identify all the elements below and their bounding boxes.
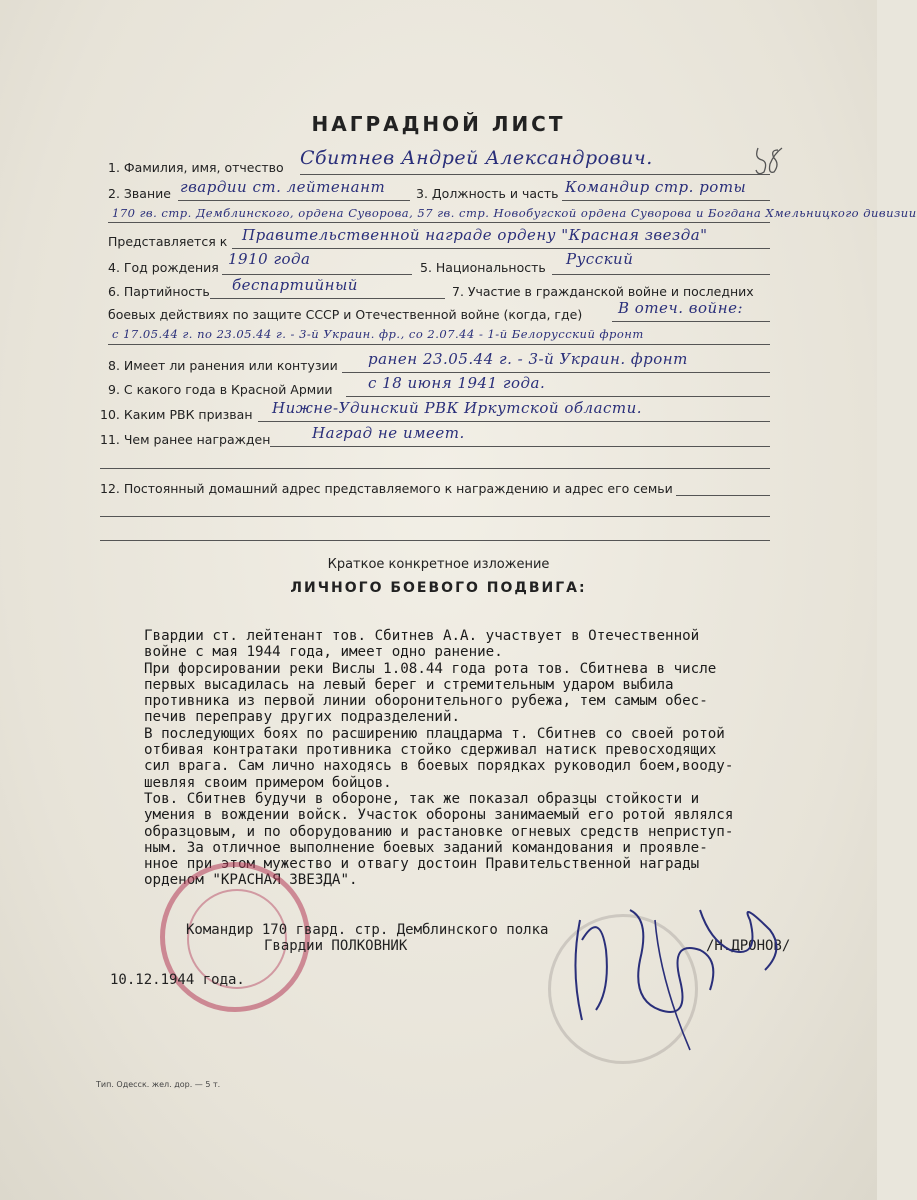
feat-line: сил врага. Сам лично находясь в боевых порядках руководил боем,вооду- [144, 758, 734, 775]
feat-line: орденом "КРАСНАЯ ЗВЕЗДА". [144, 872, 358, 889]
field-12-underline-3 [100, 540, 770, 541]
represented-value: Правительственной награде ордену "Красная звезда" [242, 226, 708, 244]
feat-line: первых высадилась на левый берег и стремительным ударом выбила [144, 676, 674, 693]
commander-name: /Н.ДРОНОВ/ [706, 938, 791, 954]
field-8-value: ранен 23.05.44 г. - 3-й Украин. фронт [368, 350, 688, 368]
feat-line: печив переправу других подразделений. [144, 709, 461, 726]
feat-line: противника из первой линии оборонительного рубежа, тем самым обес- [144, 693, 708, 710]
field-9-underline [346, 396, 770, 397]
feat-line: ным. За отличное выполнение боевых заданий командования и проявле- [144, 839, 708, 856]
field-3-value: Командир стр. роты [565, 178, 747, 196]
print-footer: Тип. Одесск. жел. дор. — 5 т. [96, 1080, 221, 1089]
feat-line: Тов. Сбитнев будучи в обороне, так же показал образцы стойкости и [144, 790, 700, 807]
field-8-underline [342, 372, 770, 373]
field-3-value-line2: 170 гв. стр. Демблинского, ордена Суворова, 57 гв. стр. Новобугской ордена Суворова и Богдана Хмельницкого дивизии [112, 206, 917, 220]
field-7-underline-2 [108, 344, 770, 345]
field-3-underline-2 [108, 222, 770, 223]
field-12-label: 12. Постоянный домашний адрес представляемого к награждению и адрес его семьи [100, 481, 673, 496]
field-7-underline [612, 321, 770, 322]
field-5-value: Русский [566, 250, 634, 268]
feat-line: образцовым, и по оборудованию и растановке огневых средств неприступ- [144, 823, 734, 840]
field-5-underline [552, 274, 770, 275]
feat-line: отбивая контратаки противника стойко сдерживал натиск превосходящих [144, 742, 717, 759]
field-6-underline [210, 298, 445, 299]
feat-line: шевляя своим примером бойцов. [144, 774, 392, 791]
field-7-value-line2: с 17.05.44 г. по 23.05.44 г. - 3-й Украин. фр., со 2.07.44 - 1-й Белорусский фронт [112, 327, 644, 341]
commander-rank: Гвардии ПОЛКОВНИК [264, 938, 408, 954]
field-11-underline [270, 446, 770, 447]
feat-line: Гвардии ст. лейтенант тов. Сбитнев А.А. участвует в Отечественной [144, 628, 700, 644]
field-5-label: 5. Национальность [420, 260, 546, 275]
handwritten-signature [560, 880, 800, 1060]
field-1-underline [300, 174, 770, 175]
field-12-underline [676, 495, 770, 496]
field-10-label: 10. Каким РВК призван [100, 407, 253, 422]
field-6-value: беспартийный [232, 276, 358, 294]
field-2-label: 2. Звание [108, 186, 171, 201]
represented-underline [232, 248, 770, 249]
field-4-label: 4. Год рождения [108, 260, 219, 275]
field-7-label: 7. Участие в гражданской войне и последних [452, 284, 754, 299]
feat-description [144, 628, 794, 889]
feat-line: В последующих боях по расширению плацдарма т. Сбитнев со своей ротой [144, 725, 725, 742]
field-3-underline [562, 200, 770, 201]
field-11-label: 11. Чем ранее награжден [100, 432, 271, 447]
feat-line: нное при этом мужество и отвагу достоин Правительственной награды [144, 856, 700, 873]
field-2-underline [178, 200, 410, 201]
field-6-label: 6. Партийность [108, 284, 210, 299]
field-8-label: 8. Имеет ли ранения или контузии [108, 358, 338, 373]
field-3-label: 3. Должность и часть [416, 186, 559, 201]
summary-heading: Краткое конкретное изложение [327, 557, 550, 572]
document-title: НАГРАДНОЙ ЛИСТ [311, 112, 566, 136]
feat-line: умения в вождении войск. Участок обороны занимаемый его ротой являлся [144, 807, 734, 824]
field-11-value: Наград не имеет. [312, 424, 465, 442]
field-10-underline [258, 421, 770, 422]
field-9-label: 9. С какого года в Красной Армии [108, 382, 333, 397]
field-1-value: Сбитнев Андрей Александрович. [300, 147, 653, 169]
field-10-value: Нижне-Удинский РВК Иркутской области. [272, 399, 643, 417]
field-4-underline [222, 274, 412, 275]
field-2-value: гвардии ст. лейтенант [180, 178, 386, 196]
field-4-value: 1910 года [228, 250, 311, 268]
commander-title: Командир 170 гвард. стр. Демблинского полка [186, 922, 549, 938]
document-date: 10.12.1944 года. [110, 972, 245, 988]
field-1-label: 1. Фамилия, имя, отчество [108, 160, 284, 175]
field-9-value: с 18 июня 1941 года. [368, 374, 546, 392]
field-7-value: В отеч. войне: [618, 299, 744, 317]
field-12-underline-2 [100, 516, 770, 517]
feat-line: При форсировании реки Вислы 1.08.44 года рота тов. Сбитнева в числе [144, 660, 717, 677]
summary-subheading: ЛИЧНОГО БОЕВОГО ПОДВИГА: [290, 580, 587, 596]
field-11-underline-2 [100, 468, 770, 469]
field-7-label-2: боевых действиях по защите СССР и Отечественной войне (когда, где) [108, 307, 583, 322]
represented-label: Представляется к [108, 234, 228, 249]
feat-line: войне с мая 1944 года, имеет одно ранение. [144, 644, 503, 661]
